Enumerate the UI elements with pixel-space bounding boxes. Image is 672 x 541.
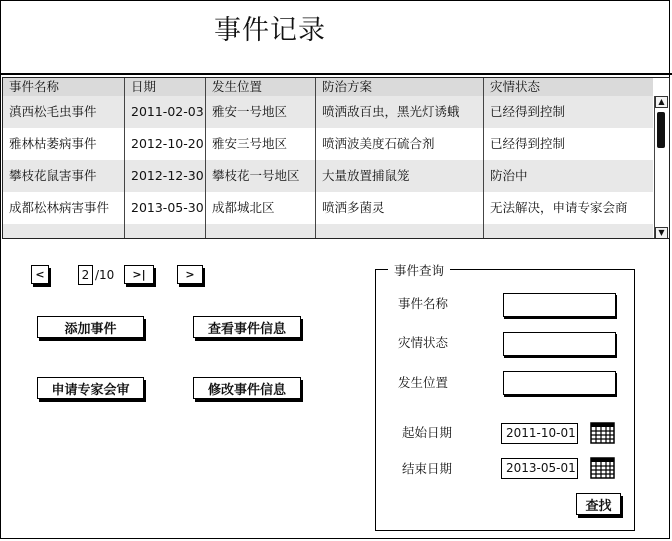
cell-date: 2013-05-30 — [125, 192, 206, 224]
cell-location: 攀枝花一号地区 — [206, 160, 316, 192]
prev-page-button[interactable]: < — [31, 265, 49, 284]
scrollbar-thumb[interactable] — [657, 112, 665, 148]
header-event-name[interactable]: 事件名称 — [3, 78, 125, 96]
cell-status: 已经得到控制 — [490, 104, 566, 119]
table-scrollbar[interactable] — [654, 96, 669, 239]
header-status[interactable]: 灾情状态 — [490, 79, 541, 94]
table-row[interactable] — [3, 160, 653, 192]
scroll-down-icon[interactable]: ▼ — [655, 227, 668, 239]
cell-event-name: 雅林枯萎病事件 — [3, 128, 125, 160]
cell-event-name: 成都松林病害事件 — [3, 192, 125, 224]
cell-plan: 大量放置捕鼠笼 — [316, 160, 484, 192]
search-button[interactable]: 查找 — [576, 493, 621, 515]
header-plan[interactable]: 防治方案 — [316, 78, 484, 96]
event-name-label: 事件名称 — [398, 296, 449, 311]
page-indicator — [78, 265, 114, 285]
current-page-input[interactable]: 2 — [78, 265, 93, 285]
apply-expert-review-button[interactable]: 申请专家会审 — [37, 377, 144, 399]
status-input[interactable] — [503, 332, 616, 356]
empty-cell — [125, 224, 206, 239]
view-event-button[interactable]: 查看事件信息 — [193, 316, 301, 338]
empty-cell — [3, 224, 125, 239]
table-row-empty — [3, 224, 653, 239]
scroll-up-icon[interactable]: ▲ — [655, 96, 668, 108]
table-header — [3, 78, 653, 97]
event-table — [2, 77, 670, 239]
location-label: 发生位置 — [398, 375, 449, 390]
cell-status: 无法解决，申请专家会商 — [490, 200, 628, 215]
end-date-label: 结束日期 — [402, 461, 453, 476]
empty-cell — [206, 224, 316, 239]
table-body — [3, 96, 653, 239]
header-location[interactable]: 发生位置 — [206, 78, 316, 96]
cell-plan: 喷洒敌百虫，黑光灯诱蛾 — [316, 96, 484, 128]
cell-location: 雅安三号地区 — [206, 128, 316, 160]
empty-cell — [316, 224, 484, 239]
next-page-button[interactable]: > — [177, 265, 203, 284]
cell-event-name: 攀枝花鼠害事件 — [3, 160, 125, 192]
cell-status: 防治中 — [490, 168, 528, 183]
cell-status: 已经得到控制 — [490, 136, 566, 151]
cell-date: 2012-12-30 — [125, 160, 206, 192]
last-page-button[interactable]: >| — [124, 265, 154, 284]
cell-plan: 喷洒波美度石硫合剂 — [316, 128, 484, 160]
empty-cell — [484, 224, 653, 239]
title-divider — [0, 73, 672, 75]
calendar-icon[interactable] — [590, 456, 615, 479]
location-input[interactable] — [503, 371, 616, 395]
table-row[interactable] — [3, 192, 653, 224]
start-date-label: 起始日期 — [402, 425, 453, 440]
end-date-input[interactable]: 2013-05-01 — [501, 458, 578, 479]
calendar-icon[interactable] — [590, 421, 615, 444]
status-label: 灾情状态 — [398, 335, 449, 350]
total-pages: /10 — [95, 268, 115, 282]
cell-location: 雅安一号地区 — [206, 96, 316, 128]
header-date[interactable]: 日期 — [125, 78, 206, 96]
cell-plan: 喷洒多菌灵 — [316, 192, 484, 224]
table-row[interactable] — [3, 96, 653, 128]
add-event-button[interactable]: 添加事件 — [37, 316, 144, 338]
page-title: 事件记录 — [214, 15, 326, 46]
cell-date: 2011-02-03 — [125, 96, 206, 128]
event-name-input[interactable] — [503, 293, 616, 317]
edit-event-button[interactable]: 修改事件信息 — [193, 377, 301, 399]
search-panel-title: 事件查询 — [388, 261, 450, 279]
table-row[interactable] — [3, 128, 653, 160]
cell-location: 成都城北区 — [206, 192, 316, 224]
cell-event-name: 滇西松毛虫事件 — [3, 96, 125, 128]
start-date-input[interactable]: 2011-10-01 — [501, 423, 578, 444]
cell-date: 2012-10-20 — [125, 128, 206, 160]
